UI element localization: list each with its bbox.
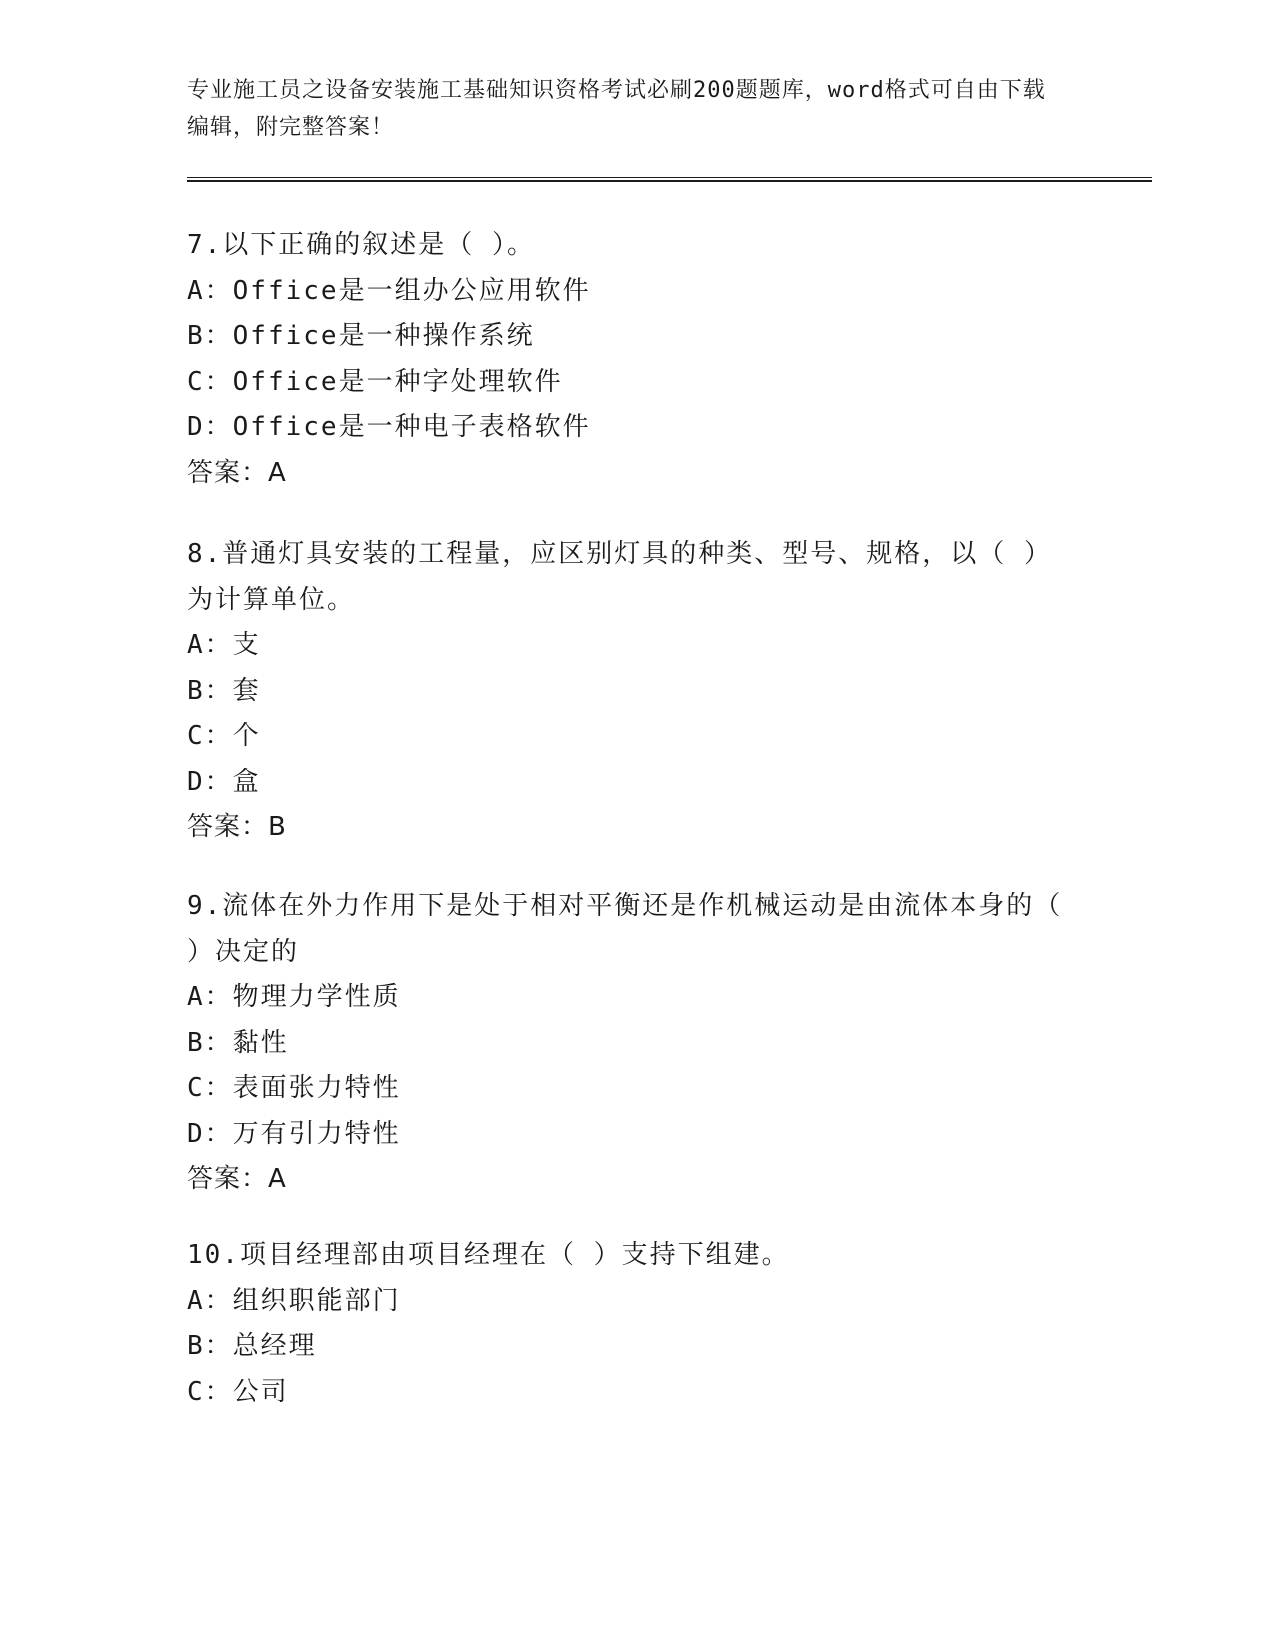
option-d: D：盒 [187,766,261,797]
answer-line: 答案：B [187,812,287,842]
option-b: B：Office是一种操作系统 [187,321,535,351]
option-a: A：Office是一组办公应用软件 [187,275,591,306]
option-d: D：Office是一种电子表格软件 [187,412,591,442]
question-stem: 9.流体在外力作用下是处于相对平衡还是作机械运动是由流体本身的（ ）决定的 [187,891,1063,967]
question-stem: 7.以下正确的叙述是（ ）。 [187,230,535,260]
option-b: B：总经理 [187,1331,317,1361]
option-a: A：物理力学性质 [187,982,401,1012]
option-c: C：Office是一种字处理软件 [187,366,563,397]
document-header: 专业施工员之设备安装施工基础知识资格考试必刷200题题库，word格式可自由下载编辑，附完整答案！ [187,78,1046,140]
header-divider-thick [187,180,1152,182]
option-b: B：套 [187,675,261,706]
option-b: B：黏性 [187,1027,289,1058]
question-7 [187,223,1087,496]
question-10 [187,1233,1087,1415]
question-9 [187,884,1087,1203]
option-a: A：支 [187,630,261,660]
option-c: C：表面张力特性 [187,1073,401,1103]
option-c: C：公司 [187,1376,289,1407]
header-divider-thin [187,177,1152,178]
question-stem: 8.普通灯具安装的工程量，应区别灯具的种类、型号、规格，以（ ）为计算单位。 [187,539,1052,615]
answer-line: 答案：A [187,457,287,488]
answer-line: 答案：A [187,1164,287,1194]
option-c: C：个 [187,721,261,751]
question-8 [187,532,1087,851]
option-a: A：组织职能部门 [187,1285,401,1316]
question-stem: 10.项目经理部由项目经理在（ ）支持下组建。 [187,1240,790,1270]
option-d: D：万有引力特性 [187,1118,401,1149]
